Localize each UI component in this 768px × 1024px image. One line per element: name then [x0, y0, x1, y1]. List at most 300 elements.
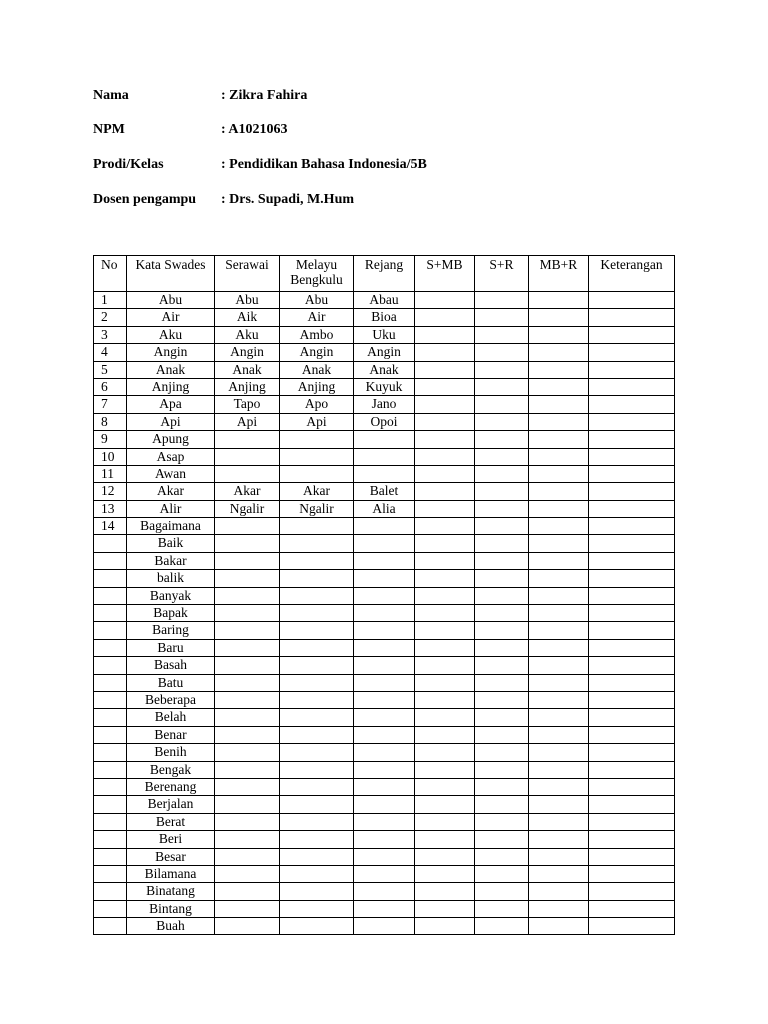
cell-rejang	[354, 465, 415, 482]
cell-kata-swades: Berjalan	[127, 796, 215, 813]
empty-cell	[415, 570, 475, 587]
table-row	[94, 778, 675, 795]
cell-kata-swades: Baik	[127, 535, 215, 552]
cell-kata-swades: Bakar	[127, 552, 215, 569]
cell-rejang	[354, 639, 415, 656]
cell-rejang: Jano	[354, 396, 415, 413]
cell-melayu-bengkulu: Api	[280, 413, 354, 430]
cell-kata-swades: balik	[127, 570, 215, 587]
empty-cell	[529, 744, 589, 761]
empty-cell	[529, 552, 589, 569]
npm-label: NPM	[93, 122, 125, 137]
empty-cell	[415, 535, 475, 552]
cell-no: 8	[94, 413, 127, 430]
empty-cell	[415, 465, 475, 482]
nama-label: Nama	[93, 88, 129, 103]
empty-cell	[529, 518, 589, 535]
empty-cell	[589, 883, 675, 900]
cell-no: 9	[94, 431, 127, 448]
table-row	[94, 900, 675, 917]
empty-cell	[475, 378, 529, 395]
cell-rejang	[354, 813, 415, 830]
empty-cell	[475, 657, 529, 674]
cell-serawai	[215, 778, 280, 795]
empty-cell	[589, 657, 675, 674]
cell-kata-swades: Apung	[127, 431, 215, 448]
empty-cell	[475, 778, 529, 795]
empty-cell	[475, 639, 529, 656]
cell-rejang	[354, 900, 415, 917]
cell-rejang	[354, 883, 415, 900]
cell-melayu-bengkulu	[280, 657, 354, 674]
empty-cell	[529, 292, 589, 309]
empty-cell	[475, 674, 529, 691]
header-serawai: Serawai	[215, 256, 280, 292]
empty-cell	[529, 918, 589, 935]
empty-cell	[589, 570, 675, 587]
empty-cell	[529, 465, 589, 482]
empty-cell	[415, 500, 475, 517]
empty-cell	[589, 465, 675, 482]
empty-cell	[475, 587, 529, 604]
cell-kata-swades: Alir	[127, 500, 215, 517]
table-row	[94, 500, 675, 517]
table-row	[94, 848, 675, 865]
empty-cell	[415, 587, 475, 604]
empty-cell	[415, 396, 475, 413]
cell-rejang	[354, 622, 415, 639]
cell-no	[94, 848, 127, 865]
cell-serawai: Anjing	[215, 378, 280, 395]
cell-melayu-bengkulu: Ambo	[280, 326, 354, 343]
empty-cell	[475, 848, 529, 865]
cell-serawai	[215, 813, 280, 830]
empty-cell	[529, 674, 589, 691]
empty-cell	[529, 883, 589, 900]
table-row	[94, 674, 675, 691]
cell-kata-swades: Buah	[127, 918, 215, 935]
empty-cell	[529, 535, 589, 552]
empty-cell	[589, 639, 675, 656]
empty-cell	[589, 848, 675, 865]
empty-cell	[529, 500, 589, 517]
cell-serawai	[215, 761, 280, 778]
prodi-label: Prodi/Kelas	[93, 157, 164, 172]
cell-melayu-bengkulu	[280, 535, 354, 552]
empty-cell	[589, 813, 675, 830]
cell-kata-swades: Aku	[127, 326, 215, 343]
header-s-r: S+R	[475, 256, 529, 292]
cell-rejang: Alia	[354, 500, 415, 517]
cell-no	[94, 796, 127, 813]
cell-serawai: Aik	[215, 309, 280, 326]
cell-serawai: Anak	[215, 361, 280, 378]
cell-serawai	[215, 883, 280, 900]
cell-serawai: Ngalir	[215, 500, 280, 517]
cell-rejang: Bioa	[354, 309, 415, 326]
table-row	[94, 413, 675, 430]
table-row	[94, 813, 675, 830]
cell-melayu-bengkulu: Angin	[280, 344, 354, 361]
empty-cell	[589, 865, 675, 882]
cell-kata-swades: Awan	[127, 465, 215, 482]
empty-cell	[475, 361, 529, 378]
empty-cell	[589, 796, 675, 813]
cell-no	[94, 726, 127, 743]
cell-melayu-bengkulu	[280, 883, 354, 900]
cell-serawai: Api	[215, 413, 280, 430]
cell-no: 5	[94, 361, 127, 378]
empty-cell	[529, 709, 589, 726]
table-row	[94, 292, 675, 309]
header-keterangan: Keterangan	[589, 256, 675, 292]
empty-cell	[589, 344, 675, 361]
cell-serawai	[215, 570, 280, 587]
cell-serawai	[215, 831, 280, 848]
cell-rejang	[354, 535, 415, 552]
empty-cell	[589, 605, 675, 622]
cell-kata-swades: Baru	[127, 639, 215, 656]
cell-no	[94, 587, 127, 604]
cell-no	[94, 778, 127, 795]
nama-value: : Zikra Fahira	[221, 88, 308, 103]
cell-rejang	[354, 761, 415, 778]
empty-cell	[529, 448, 589, 465]
cell-serawai	[215, 622, 280, 639]
cell-rejang	[354, 674, 415, 691]
cell-serawai	[215, 709, 280, 726]
cell-no	[94, 900, 127, 917]
cell-melayu-bengkulu: Ngalir	[280, 500, 354, 517]
empty-cell	[415, 726, 475, 743]
empty-cell	[475, 744, 529, 761]
empty-cell	[415, 309, 475, 326]
cell-kata-swades: Air	[127, 309, 215, 326]
cell-melayu-bengkulu	[280, 639, 354, 656]
cell-rejang	[354, 657, 415, 674]
empty-cell	[529, 761, 589, 778]
cell-serawai	[215, 691, 280, 708]
table-row	[94, 326, 675, 343]
empty-cell	[589, 483, 675, 500]
empty-cell	[589, 413, 675, 430]
empty-cell	[475, 883, 529, 900]
cell-melayu-bengkulu	[280, 744, 354, 761]
cell-kata-swades: Api	[127, 413, 215, 430]
prodi-value: : Pendidikan Bahasa Indonesia/5B	[221, 157, 427, 172]
cell-kata-swades: Besar	[127, 848, 215, 865]
table-row	[94, 831, 675, 848]
cell-melayu-bengkulu	[280, 691, 354, 708]
empty-cell	[589, 622, 675, 639]
empty-cell	[415, 796, 475, 813]
header-no: No	[94, 256, 127, 292]
cell-melayu-bengkulu	[280, 831, 354, 848]
table-row	[94, 309, 675, 326]
empty-cell	[475, 552, 529, 569]
cell-no	[94, 918, 127, 935]
table-row	[94, 691, 675, 708]
cell-no	[94, 813, 127, 830]
dosen-value: : Drs. Supadi, M.Hum	[221, 192, 355, 207]
cell-kata-swades: Bintang	[127, 900, 215, 917]
cell-serawai	[215, 657, 280, 674]
empty-cell	[415, 883, 475, 900]
cell-kata-swades: Berenang	[127, 778, 215, 795]
cell-rejang	[354, 918, 415, 935]
empty-cell	[529, 831, 589, 848]
cell-melayu-bengkulu: Abu	[280, 292, 354, 309]
cell-no: 12	[94, 483, 127, 500]
cell-kata-swades: Benih	[127, 744, 215, 761]
empty-cell	[415, 605, 475, 622]
cell-rejang	[354, 778, 415, 795]
cell-melayu-bengkulu	[280, 431, 354, 448]
table-body	[94, 292, 675, 935]
cell-rejang: Kuyuk	[354, 378, 415, 395]
cell-rejang: Uku	[354, 326, 415, 343]
cell-kata-swades: Anjing	[127, 378, 215, 395]
cell-no	[94, 535, 127, 552]
empty-cell	[589, 448, 675, 465]
empty-cell	[415, 378, 475, 395]
cell-rejang	[354, 709, 415, 726]
empty-cell	[475, 691, 529, 708]
cell-serawai: Abu	[215, 292, 280, 309]
empty-cell	[415, 918, 475, 935]
empty-cell	[415, 552, 475, 569]
table-row	[94, 361, 675, 378]
cell-rejang	[354, 744, 415, 761]
cell-serawai	[215, 448, 280, 465]
table-row	[94, 605, 675, 622]
cell-rejang	[354, 448, 415, 465]
empty-cell	[529, 813, 589, 830]
cell-rejang	[354, 605, 415, 622]
cell-melayu-bengkulu	[280, 570, 354, 587]
table-row	[94, 535, 675, 552]
cell-no	[94, 744, 127, 761]
empty-cell	[589, 309, 675, 326]
cell-no: 1	[94, 292, 127, 309]
empty-cell	[415, 865, 475, 882]
empty-cell	[529, 587, 589, 604]
empty-cell	[475, 292, 529, 309]
empty-cell	[529, 726, 589, 743]
cell-kata-swades: Bengak	[127, 761, 215, 778]
cell-rejang	[354, 865, 415, 882]
empty-cell	[529, 691, 589, 708]
cell-kata-swades: Apa	[127, 396, 215, 413]
empty-cell	[415, 691, 475, 708]
cell-serawai	[215, 744, 280, 761]
table-row	[94, 761, 675, 778]
empty-cell	[475, 831, 529, 848]
table-row	[94, 709, 675, 726]
empty-cell	[589, 778, 675, 795]
table-header-row	[94, 256, 675, 292]
empty-cell	[589, 535, 675, 552]
cell-rejang	[354, 552, 415, 569]
empty-cell	[529, 431, 589, 448]
cell-kata-swades: Batu	[127, 674, 215, 691]
cell-serawai	[215, 518, 280, 535]
cell-melayu-bengkulu	[280, 796, 354, 813]
cell-serawai	[215, 865, 280, 882]
cell-no: 14	[94, 518, 127, 535]
empty-cell	[589, 378, 675, 395]
cell-melayu-bengkulu	[280, 709, 354, 726]
empty-cell	[589, 761, 675, 778]
empty-cell	[475, 500, 529, 517]
cell-rejang: Balet	[354, 483, 415, 500]
empty-cell	[415, 761, 475, 778]
cell-rejang	[354, 431, 415, 448]
empty-cell	[415, 657, 475, 674]
cell-serawai	[215, 605, 280, 622]
empty-cell	[415, 448, 475, 465]
cell-no	[94, 865, 127, 882]
empty-cell	[415, 622, 475, 639]
header-s-mb: S+MB	[415, 256, 475, 292]
cell-kata-swades: Asap	[127, 448, 215, 465]
empty-cell	[529, 326, 589, 343]
empty-cell	[529, 309, 589, 326]
empty-cell	[475, 483, 529, 500]
cell-no	[94, 674, 127, 691]
empty-cell	[529, 657, 589, 674]
cell-no	[94, 605, 127, 622]
empty-cell	[589, 431, 675, 448]
empty-cell	[475, 396, 529, 413]
empty-cell	[529, 396, 589, 413]
empty-cell	[475, 413, 529, 430]
table-row	[94, 448, 675, 465]
empty-cell	[529, 622, 589, 639]
cell-rejang	[354, 726, 415, 743]
empty-cell	[529, 796, 589, 813]
cell-serawai	[215, 639, 280, 656]
cell-serawai	[215, 465, 280, 482]
table-row	[94, 587, 675, 604]
empty-cell	[589, 500, 675, 517]
empty-cell	[475, 796, 529, 813]
cell-rejang	[354, 831, 415, 848]
cell-rejang	[354, 796, 415, 813]
table-row	[94, 796, 675, 813]
empty-cell	[415, 709, 475, 726]
empty-cell	[529, 570, 589, 587]
cell-no: 6	[94, 378, 127, 395]
cell-melayu-bengkulu: Anjing	[280, 378, 354, 395]
cell-melayu-bengkulu	[280, 761, 354, 778]
header-rejang: Rejang	[354, 256, 415, 292]
cell-kata-swades: Abu	[127, 292, 215, 309]
empty-cell	[475, 605, 529, 622]
empty-cell	[475, 570, 529, 587]
cell-kata-swades: Anak	[127, 361, 215, 378]
cell-serawai	[215, 552, 280, 569]
cell-melayu-bengkulu	[280, 622, 354, 639]
table-row	[94, 639, 675, 656]
cell-melayu-bengkulu	[280, 865, 354, 882]
empty-cell	[529, 361, 589, 378]
cell-no: 7	[94, 396, 127, 413]
npm-value: : A1021063	[221, 122, 288, 137]
empty-cell	[415, 518, 475, 535]
cell-rejang	[354, 518, 415, 535]
cell-kata-swades: Angin	[127, 344, 215, 361]
table-row	[94, 744, 675, 761]
cell-no: 2	[94, 309, 127, 326]
cell-melayu-bengkulu: Anak	[280, 361, 354, 378]
table-row	[94, 465, 675, 482]
cell-kata-swades: Benar	[127, 726, 215, 743]
empty-cell	[415, 639, 475, 656]
cell-serawai: Tapo	[215, 396, 280, 413]
empty-cell	[415, 431, 475, 448]
header-melayu-bengkulu: Melayu Bengkulu	[280, 256, 354, 292]
table-row	[94, 396, 675, 413]
empty-cell	[415, 326, 475, 343]
cell-kata-swades: Binatang	[127, 883, 215, 900]
cell-kata-swades: Bilamana	[127, 865, 215, 882]
cell-no	[94, 761, 127, 778]
empty-cell	[415, 483, 475, 500]
cell-kata-swades: Bagaimana	[127, 518, 215, 535]
table-row	[94, 657, 675, 674]
cell-no	[94, 570, 127, 587]
cell-rejang	[354, 587, 415, 604]
cell-no	[94, 883, 127, 900]
cell-serawai: Angin	[215, 344, 280, 361]
cell-no	[94, 691, 127, 708]
empty-cell	[415, 413, 475, 430]
cell-melayu-bengkulu: Apo	[280, 396, 354, 413]
cell-kata-swades: Berat	[127, 813, 215, 830]
cell-melayu-bengkulu	[280, 605, 354, 622]
table-row	[94, 865, 675, 882]
cell-kata-swades: Akar	[127, 483, 215, 500]
empty-cell	[475, 518, 529, 535]
table-row	[94, 552, 675, 569]
empty-cell	[415, 344, 475, 361]
cell-melayu-bengkulu	[280, 726, 354, 743]
cell-melayu-bengkulu	[280, 778, 354, 795]
empty-cell	[475, 309, 529, 326]
cell-serawai: Akar	[215, 483, 280, 500]
cell-kata-swades: Beberapa	[127, 691, 215, 708]
table-row	[94, 918, 675, 935]
cell-melayu-bengkulu	[280, 848, 354, 865]
empty-cell	[589, 900, 675, 917]
cell-no	[94, 709, 127, 726]
empty-cell	[415, 813, 475, 830]
cell-melayu-bengkulu	[280, 552, 354, 569]
cell-kata-swades: Belah	[127, 709, 215, 726]
cell-melayu-bengkulu	[280, 448, 354, 465]
empty-cell	[529, 639, 589, 656]
cell-rejang: Angin	[354, 344, 415, 361]
cell-rejang	[354, 848, 415, 865]
cell-rejang: Opoi	[354, 413, 415, 430]
empty-cell	[475, 465, 529, 482]
empty-cell	[475, 761, 529, 778]
empty-cell	[589, 674, 675, 691]
empty-cell	[589, 361, 675, 378]
cell-melayu-bengkulu	[280, 900, 354, 917]
cell-rejang: Anak	[354, 361, 415, 378]
